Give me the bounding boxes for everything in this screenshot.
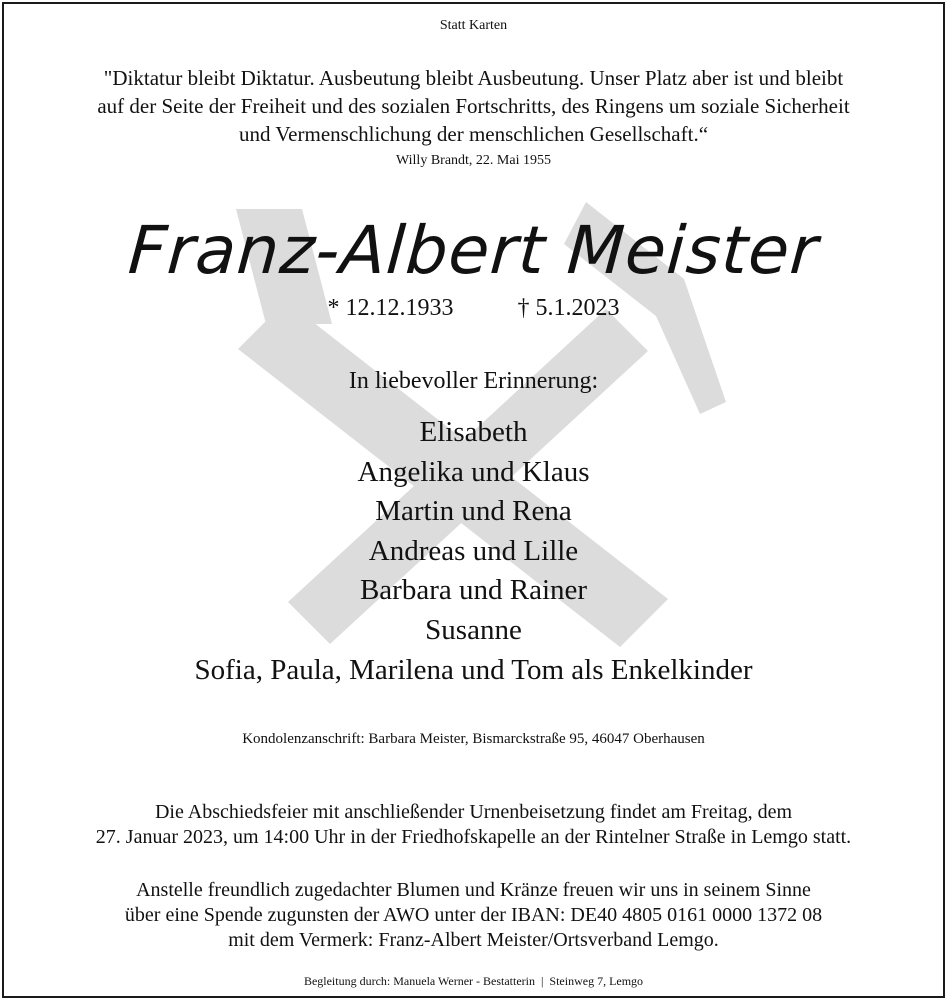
memory-line: In liebevoller Erinnerung: bbox=[348, 368, 599, 394]
mourner-item: Angelika und Klaus bbox=[357, 456, 590, 488]
footer-label: Begleitung durch: Manuela Werner - Bestatterin | Steinweg 7, Lemgo bbox=[303, 974, 644, 988]
mourner-item: Elisabeth bbox=[419, 416, 528, 448]
donation-line-3: mit dem Vermerk: Franz-Albert Meister/Ortsverband Lemgo. bbox=[228, 929, 719, 951]
mourner-item: Martin und Rena bbox=[375, 495, 572, 527]
ceremony-line-1: Die Abschiedsfeier mit anschließender Urnenbeisetzung findet am Freitag, dem bbox=[154, 801, 792, 823]
donation-line-1: Anstelle freundlich zugedachter Blumen und Kränze freuen wir uns in seinem Sinne bbox=[136, 879, 811, 901]
obituary-notice bbox=[2, 2, 945, 998]
ceremony-line-2: 27. Januar 2023, um 14:00 Uhr in der Friedhofskapelle an der Rintelner Straße in Lemgo statt. bbox=[95, 826, 852, 848]
quote-source: Willy Brandt, 22. Mai 1955 bbox=[396, 153, 551, 168]
quote-line-1: "Diktatur bleibt Diktatur. Ausbeutung bleibt Ausbeutung. Unser Platz aber ist und bleibt bbox=[103, 66, 844, 90]
mourner-item: Sofia, Paula, Marilena und Tom als Enkelkinder bbox=[194, 654, 753, 686]
deceased-name: Franz-Albert Meister bbox=[125, 212, 822, 289]
header-text: Statt Karten bbox=[439, 18, 508, 33]
mourner-item: Andreas und Lille bbox=[368, 535, 579, 567]
life-dates bbox=[4, 295, 943, 322]
donation-line-2: über eine Spende zugunsten der AWO unter der IBAN: DE40 4805 0161 0000 1372 08 bbox=[124, 904, 823, 926]
death-date: † 5.1.2023 bbox=[517, 295, 620, 321]
condolence-address: Kondolenzanschrift: Barbara Meister, Bismarckstraße 95, 46047 Oberhausen bbox=[242, 731, 705, 747]
footer-text bbox=[4, 974, 943, 989]
mourner-item: Susanne bbox=[425, 614, 522, 646]
quote-line-3: und Vermenschlichung der menschlichen Gesellschaft.“ bbox=[238, 122, 709, 146]
mourner-item: Barbara und Rainer bbox=[359, 574, 588, 606]
quote-line-2: auf der Seite der Freiheit und des sozialen Fortschritts, des Ringens um soziale Sicherheit bbox=[97, 94, 850, 118]
birth-date: * 12.12.1933 bbox=[327, 295, 454, 321]
